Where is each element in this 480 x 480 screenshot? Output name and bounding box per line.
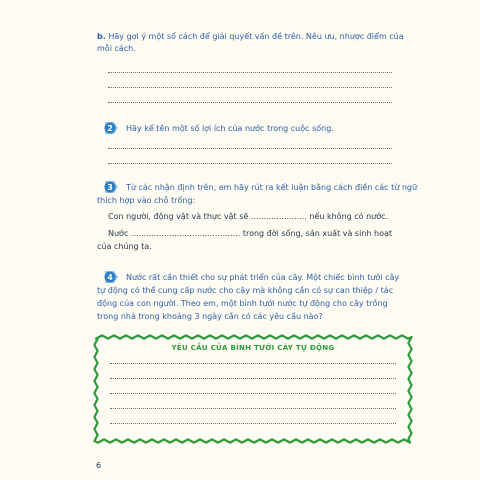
box-title: YÊU CẦU CỦA BÌNH TƯỚI CÂY TỰ ĐỘNG bbox=[171, 344, 335, 352]
question-2-number: 2 bbox=[107, 124, 113, 133]
answer-line[interactable] bbox=[110, 423, 396, 424]
question-3-text-line1: Từ các nhận định trên, em hãy rút ra kết luận bằng cách điền các từ ngữ bbox=[126, 183, 418, 192]
number-badge-icon bbox=[103, 180, 119, 194]
question-2-text: Hãy kể tên một số lợi ích của nước trong cuộc sống. bbox=[126, 124, 334, 133]
sentence-2-end: trong đời sống, sản xuất và sinh hoạt bbox=[242, 229, 393, 238]
question-3-text-line2: thích hợp vào chỗ trống: bbox=[97, 196, 196, 205]
question-4-text-line1: Nước rất cần thiết cho sự phát triển của cây. Một chiếc bình tưới cây bbox=[126, 273, 400, 282]
number-badge-icon bbox=[103, 270, 119, 284]
part-b-text-line1: Hãy gợi ý một số cách để giải quyết vấn đề trên. Nêu ưu, nhược điểm của bbox=[108, 32, 404, 41]
answer-line[interactable] bbox=[108, 72, 392, 73]
fill-sentence-2 bbox=[108, 228, 392, 240]
sentence-1-blank[interactable]: ...................... bbox=[250, 212, 307, 221]
sentence-1-start: Con người, động vật và thực vật sẽ bbox=[108, 212, 249, 221]
number-badge-icon bbox=[103, 121, 119, 135]
answer-line[interactable] bbox=[108, 148, 392, 149]
question-3-number: 3 bbox=[107, 183, 113, 192]
sentence-2-blank[interactable]: ........................................... bbox=[130, 229, 241, 238]
sentence-2-line2: của chúng ta. bbox=[97, 242, 152, 251]
part-b-label: b. bbox=[97, 32, 106, 41]
question-4-text-line2: tự động có thể cung cấp nước cho cây mà không cần có sự can thiệp / tác bbox=[97, 286, 394, 295]
answer-line[interactable] bbox=[110, 408, 396, 409]
page-number: 6 bbox=[96, 461, 102, 470]
question-2-badge bbox=[103, 121, 117, 135]
question-4-badge bbox=[103, 270, 117, 284]
answer-line[interactable] bbox=[108, 102, 392, 103]
question-4-text-line3: động của con người. Theo em, một bình tưới nước tự động cho cây trồng bbox=[97, 299, 388, 308]
part-b-text-line2: mỗi cách. bbox=[97, 44, 136, 53]
question-4-number: 4 bbox=[107, 273, 113, 282]
answer-line[interactable] bbox=[110, 363, 396, 364]
answer-line[interactable] bbox=[108, 87, 392, 88]
fill-sentence-1 bbox=[108, 211, 388, 223]
requirements-box bbox=[92, 333, 414, 445]
question-4-text-line4: trong nhà trong khoảng 3 ngày cần có các yêu cầu nào? bbox=[97, 312, 323, 321]
sentence-2-start: Nước bbox=[108, 229, 129, 238]
question-3-badge bbox=[103, 180, 117, 194]
sentence-1-end: nếu không có nước. bbox=[309, 212, 389, 221]
answer-line[interactable] bbox=[108, 163, 392, 164]
answer-line[interactable] bbox=[110, 393, 396, 394]
answer-line[interactable] bbox=[110, 378, 396, 379]
part-b-prompt bbox=[97, 31, 417, 43]
